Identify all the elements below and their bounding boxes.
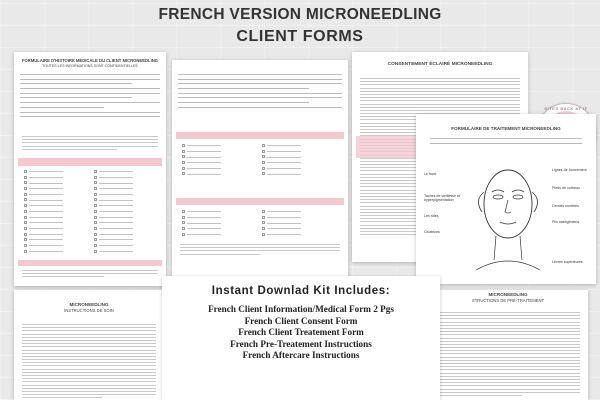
label-scars: Cicatrices	[424, 230, 440, 234]
page-2-band-1	[176, 132, 344, 139]
treatment-form-fields	[430, 138, 582, 147]
headline-line-1: FRENCH VERSION MICRONEEDLING	[158, 6, 442, 23]
label-nasolabial: Plis nasogéniens	[552, 220, 580, 224]
medical-form-footer-text	[22, 270, 158, 280]
kit-item: French Client Treatement Form	[238, 327, 364, 337]
pre-treatment-title-line-2: STRUCTIONS DE PRÉ-TRAITEMENT	[471, 298, 545, 303]
aftercare-title-line-2: INSTRUCTIONS DE SOIN	[64, 308, 114, 313]
label-forehead: Le front	[424, 172, 437, 176]
medical-form-checklist-right	[94, 170, 133, 255]
kit-item: French Pre-Treatement Instructions	[230, 338, 372, 349]
medical-form-checklist-left	[24, 170, 63, 255]
medical-form-subtitle: TOUTES LES INFORMATIONS SONT CONFIDENTIELLES	[42, 64, 138, 68]
kit-item: French Client Information/Medical Form 2 Pgs	[208, 304, 394, 314]
aftercare-text	[22, 324, 156, 400]
pre-treatment-title-line-1: MICRONEEDLING	[488, 292, 528, 297]
medical-form-page-2-doc	[172, 60, 348, 282]
medical-form-notes-band	[18, 260, 162, 266]
kit-item: French Aftercare Instructions	[242, 350, 360, 360]
medical-form-checklist-band	[18, 158, 162, 166]
kit-item: French Client Consent Form	[244, 315, 358, 326]
label-wrinkles: Les rides	[424, 214, 439, 218]
medical-form-doc	[14, 52, 166, 286]
page-2-checklist-b	[262, 144, 301, 178]
face-diagram-icon	[470, 148, 546, 274]
page-headline	[0, 6, 600, 46]
medical-form-page-2-questions	[178, 74, 342, 112]
kit-contents-heading: Instant Downlad Kit Includes:	[211, 285, 391, 297]
treatment-form-title: FORMULAIRE DE TRAITEMENT MICRONEEDLING	[451, 126, 561, 131]
medical-form-paragraph	[22, 136, 158, 152]
medical-form-fields	[20, 74, 160, 121]
page-2-checklist-c	[182, 210, 221, 238]
treatment-form-doc	[416, 114, 596, 284]
pre-treatment-text	[436, 312, 580, 398]
label-dark-circles: Cercles sombres	[552, 204, 579, 208]
headline-line-2: CLIENT FORMS	[236, 28, 364, 45]
label-age-spots: Taches de vieillesse et hyperpigmentation	[424, 194, 460, 202]
page-2-checklist-a	[182, 144, 221, 178]
page-2-footer-text	[180, 244, 340, 257]
consent-form-band	[356, 136, 416, 158]
logo-top-text: SITES BACK AT IT	[544, 106, 588, 111]
kit-contents-box	[162, 276, 440, 400]
kit-contents-list	[162, 304, 440, 362]
label-upper-lips: Lèvres supérieures	[552, 260, 583, 264]
medical-form-title: FORMULAIRE D'HISTOIRE MÉDICALE DU CLIENT MICRONEEDLING	[21, 58, 159, 63]
aftercare-title-line-1: MICRONEEDLING	[69, 302, 109, 307]
aftercare-doc	[14, 290, 164, 400]
consent-form-title: CONSENTEMENT ÉCLAIRÉ MICRONEEDLING	[387, 62, 493, 67]
pre-treatment-doc	[428, 290, 588, 400]
label-crows-feet: Pieds de corbeau	[552, 186, 580, 190]
label-frown-lines: Lignes de froncement	[552, 168, 587, 172]
page-2-checklist-d	[262, 210, 301, 238]
page-2-band-2	[176, 198, 344, 205]
